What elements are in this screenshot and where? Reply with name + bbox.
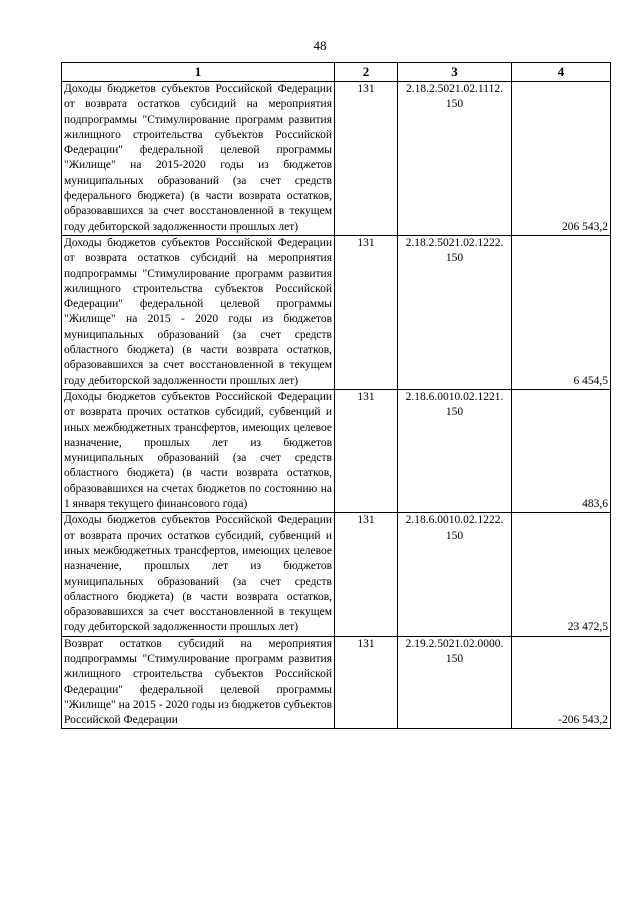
row-description: Доходы бюджетов субъектов Российской Федерации от возврата прочих остатков субсидий, субвенций и иных межбюджетных трансфертов, имеющих целевое назначение, прошлых лет из бюджетов муниципальных образований (за счет средств областного бюджета) (в части возврата остатков, образовавшихся за счет восстановленной в текущем году дебиторской задолженности прошлых лет) [62, 513, 335, 636]
budget-code-line-2: 150 [445, 529, 464, 542]
table-header-row [62, 63, 611, 82]
row-budget-code [398, 636, 512, 729]
column-header-2: 2 [335, 63, 398, 82]
row-description: Доходы бюджетов субъектов Российской Федерации от возврата остатков субсидий на мероприятия подпрограммы "Стимулирование программ развития жилищного строительства субъектов Российской Федерации" федеральной целевой программы "Жилище" на 2015-2020 годы из бюджетов муниципальных образований (за счет средств федерального бюджета) (в части возврата остатков, образовавшихся за счет восстановленной в текущем году дебиторской задолженности прошлых лет) [62, 82, 335, 236]
budget-code-line-1: 2.18.2.5021.02.1222. [405, 236, 504, 249]
table-row [62, 513, 611, 636]
row-amount: 6 454,5 [512, 235, 611, 389]
budget-code-line-2: 150 [445, 406, 464, 419]
column-header-3: 3 [398, 63, 512, 82]
column-header-1: 1 [62, 63, 335, 82]
row-kind-code: 131 [335, 636, 398, 729]
row-amount: -206 543,2 [512, 636, 611, 729]
row-budget-code [398, 389, 512, 512]
row-kind-code: 131 [335, 513, 398, 636]
table-row [62, 389, 611, 512]
row-description: Доходы бюджетов субъектов Российской Федерации от возврата остатков субсидий на мероприятия подпрограммы "Стимулирование программ развития жилищного строительства субъектов Российской Федерации" федеральной целевой программы "Жилище" на 2015 - 2020 годы из бюджетов муниципальных образований (за счет средств областного бюджета) (в части возврата остатков, образовавшихся за счет восстановленной в текущем году дебиторской задолженности прошлых лет) [62, 235, 335, 389]
row-budget-code [398, 82, 512, 236]
budget-code-line-1: 2.18.2.5021.02.1112. [406, 83, 503, 95]
budget-code-line-1: 2.18.6.0010.02.1222. [405, 514, 504, 527]
table-row [62, 235, 611, 389]
budget-table [61, 62, 611, 729]
row-kind-code: 131 [335, 235, 398, 389]
page-number: 48 [313, 38, 327, 53]
budget-code-line-1: 2.19.2.5021.02.0000. [405, 637, 504, 650]
row-budget-code [398, 513, 512, 636]
row-kind-code: 131 [335, 82, 398, 236]
budget-code-line-2: 150 [445, 652, 464, 665]
row-amount: 23 472,5 [512, 513, 611, 636]
budget-code-line-1: 2.18.6.0010.02.1221. [405, 390, 504, 403]
row-description: Доходы бюджетов субъектов Российской Федерации от возврата прочих остатков субсидий, субвенций и иных межбюджетных трансфертов, имеющих целевое назначение, прошлых лет из бюджетов муниципальных образований (за счет средств областного бюджета) (в части возврата остатков, образовавшихся на счетах бюджетов по состоянию на 1 января текущего финансового года) [62, 389, 335, 512]
column-header-4: 4 [512, 63, 611, 82]
row-amount: 206 543,2 [512, 82, 611, 236]
table-row [62, 636, 611, 729]
row-budget-code [398, 235, 512, 389]
row-description: Возврат остатков субсидий на мероприятия подпрограммы "Стимулирование программ развития жилищного строительства субъектов Российской Федерации" федеральной целевой программы "Жилище" на 2015 - 2020 годы из бюджетов субъектов Российской Федерации [62, 636, 335, 729]
row-kind-code: 131 [335, 389, 398, 512]
budget-code-line-2: 150 [445, 252, 464, 265]
table-row [62, 82, 611, 236]
row-amount: 483,6 [512, 389, 611, 512]
budget-code-line-2: 150 [445, 98, 464, 111]
